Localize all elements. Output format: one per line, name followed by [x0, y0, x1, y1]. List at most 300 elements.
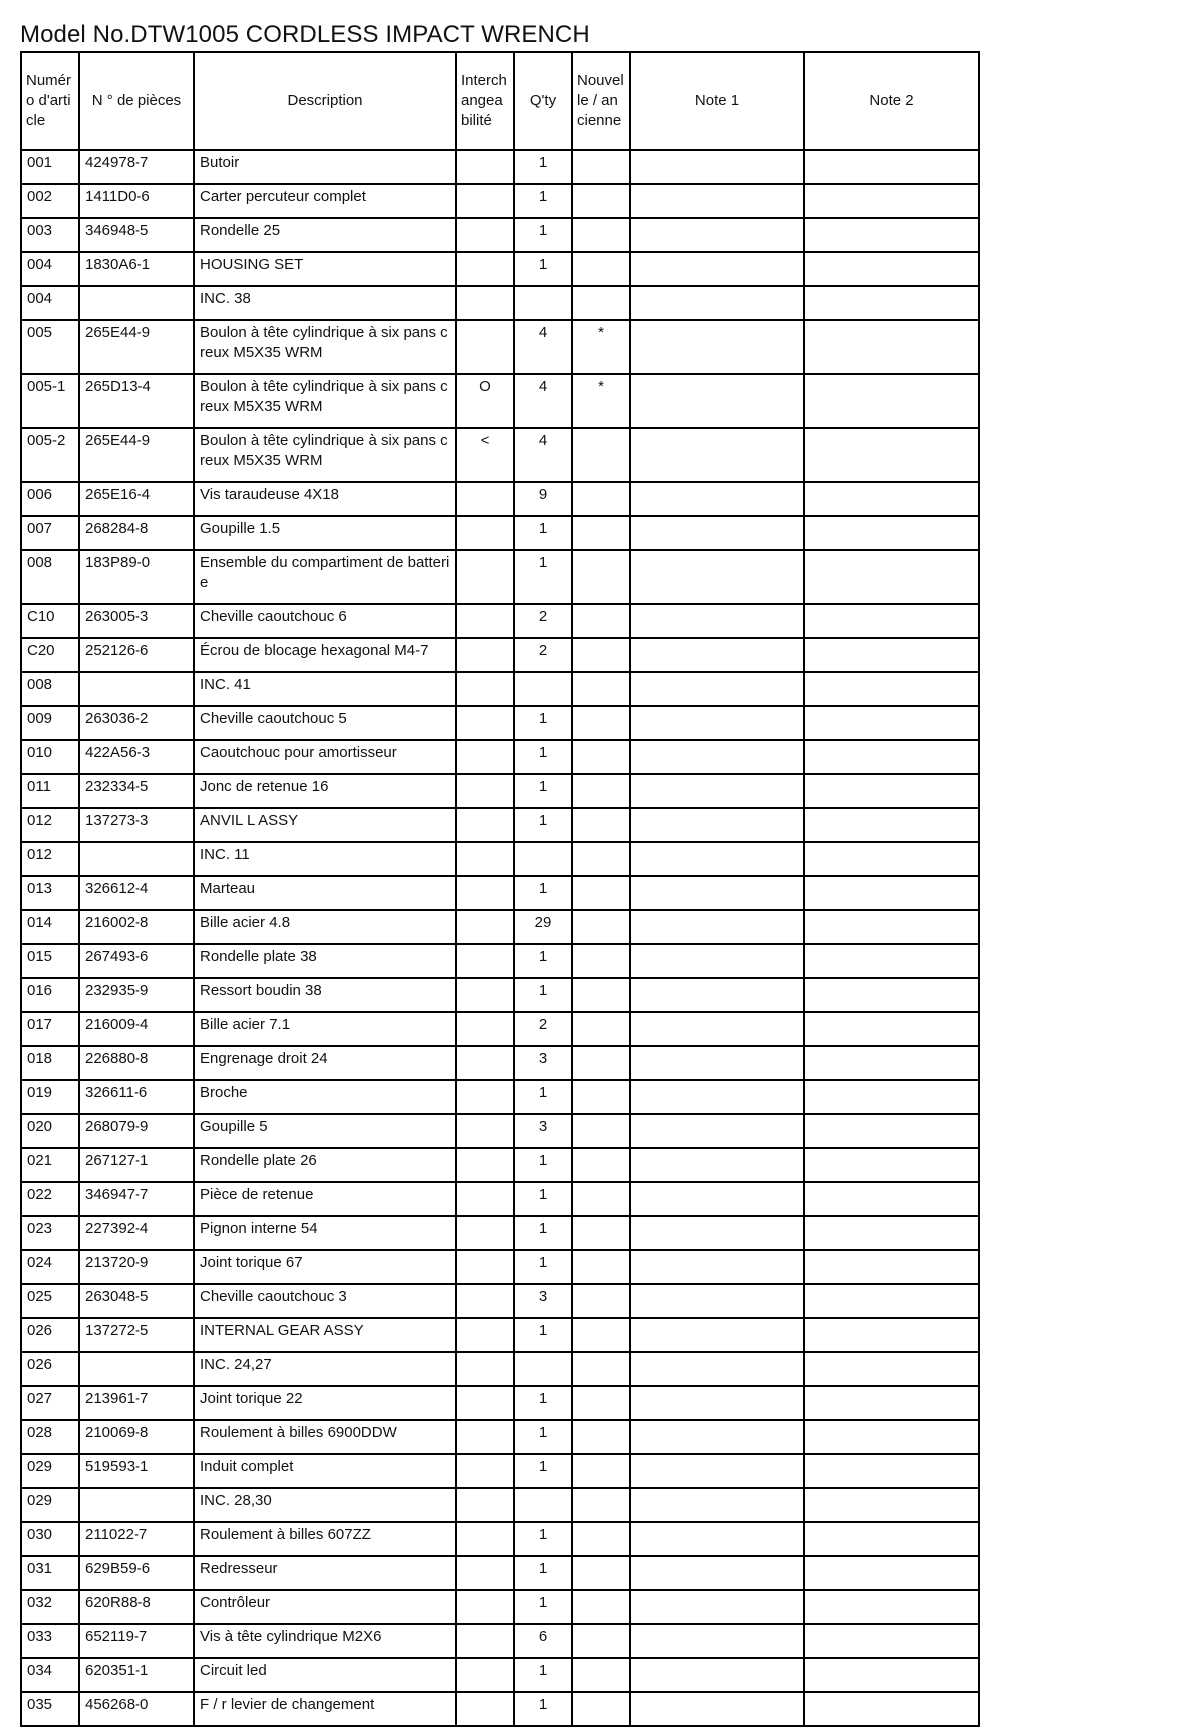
- cell-item-number: 029: [21, 1488, 79, 1522]
- table-row: [21, 1114, 979, 1148]
- cell-note-2: [804, 876, 979, 910]
- cell-quantity: 9: [514, 482, 572, 516]
- cell-description: Écrou de blocage hexagonal M4-7: [194, 638, 456, 672]
- cell-interchangeability: [456, 604, 514, 638]
- cell-quantity: 1: [514, 516, 572, 550]
- cell-note-1: [630, 944, 804, 978]
- cell-note-1: [630, 1386, 804, 1420]
- cell-note-1: [630, 1080, 804, 1114]
- header-item-number: Numéro d'article: [21, 52, 79, 150]
- cell-part-number: 346947-7: [79, 1182, 194, 1216]
- cell-interchangeability: [456, 1658, 514, 1692]
- cell-note-1: [630, 1318, 804, 1352]
- cell-part-number: 213720-9: [79, 1250, 194, 1284]
- table-row: [21, 1692, 979, 1726]
- table-row: [21, 638, 979, 672]
- cell-note-1: [630, 774, 804, 808]
- cell-note-2: [804, 1114, 979, 1148]
- cell-quantity: 1: [514, 218, 572, 252]
- cell-item-number: 027: [21, 1386, 79, 1420]
- cell-note-2: [804, 774, 979, 808]
- cell-new-old: [572, 428, 630, 482]
- cell-description: Joint torique 22: [194, 1386, 456, 1420]
- parts-table-body: [21, 150, 979, 1726]
- cell-part-number: 267493-6: [79, 944, 194, 978]
- cell-interchangeability: [456, 1046, 514, 1080]
- cell-new-old: [572, 1046, 630, 1080]
- cell-quantity: 1: [514, 252, 572, 286]
- cell-description: Rondelle plate 26: [194, 1148, 456, 1182]
- cell-part-number: [79, 1488, 194, 1522]
- cell-new-old: [572, 1012, 630, 1046]
- cell-note-2: [804, 286, 979, 320]
- cell-quantity: 4: [514, 374, 572, 428]
- cell-quantity: 3: [514, 1114, 572, 1148]
- table-row: [21, 1352, 979, 1386]
- cell-part-number: 227392-4: [79, 1216, 194, 1250]
- cell-new-old: [572, 1114, 630, 1148]
- cell-new-old: [572, 1420, 630, 1454]
- cell-interchangeability: [456, 910, 514, 944]
- cell-description: Engrenage droit 24: [194, 1046, 456, 1080]
- cell-item-number: 006: [21, 482, 79, 516]
- table-row: [21, 428, 979, 482]
- cell-item-number: 029: [21, 1454, 79, 1488]
- cell-part-number: 211022-7: [79, 1522, 194, 1556]
- cell-description: Boulon à tête cylindrique à six pans creux M5X35 WRM: [194, 374, 456, 428]
- cell-note-1: [630, 1658, 804, 1692]
- cell-quantity: 1: [514, 944, 572, 978]
- cell-quantity: 3: [514, 1284, 572, 1318]
- cell-description: INC. 41: [194, 672, 456, 706]
- cell-quantity: 1: [514, 150, 572, 184]
- cell-item-number: 032: [21, 1590, 79, 1624]
- cell-new-old: [572, 252, 630, 286]
- cell-new-old: *: [572, 374, 630, 428]
- cell-new-old: [572, 1658, 630, 1692]
- cell-quantity: 2: [514, 1012, 572, 1046]
- cell-note-2: [804, 1556, 979, 1590]
- cell-interchangeability: [456, 740, 514, 774]
- cell-quantity: [514, 672, 572, 706]
- cell-description: Cheville caoutchouc 5: [194, 706, 456, 740]
- table-row: [21, 672, 979, 706]
- cell-note-2: [804, 910, 979, 944]
- cell-interchangeability: <: [456, 428, 514, 482]
- cell-quantity: 1: [514, 550, 572, 604]
- cell-description: Caoutchouc pour amortisseur: [194, 740, 456, 774]
- cell-part-number: 424978-7: [79, 150, 194, 184]
- table-row: [21, 1318, 979, 1352]
- cell-quantity: 1: [514, 1250, 572, 1284]
- cell-item-number: 019: [21, 1080, 79, 1114]
- cell-item-number: 008: [21, 550, 79, 604]
- cell-part-number: 265D13-4: [79, 374, 194, 428]
- cell-description: Cheville caoutchouc 3: [194, 1284, 456, 1318]
- cell-new-old: [572, 1250, 630, 1284]
- cell-note-1: [630, 320, 804, 374]
- cell-part-number: 226880-8: [79, 1046, 194, 1080]
- cell-interchangeability: [456, 482, 514, 516]
- cell-item-number: 015: [21, 944, 79, 978]
- header-quantity: Q'ty: [514, 52, 572, 150]
- cell-note-2: [804, 1318, 979, 1352]
- parts-table: [20, 51, 980, 1727]
- table-row: [21, 978, 979, 1012]
- cell-quantity: 4: [514, 320, 572, 374]
- cell-new-old: [572, 1522, 630, 1556]
- cell-quantity: 1: [514, 1182, 572, 1216]
- cell-note-2: [804, 1352, 979, 1386]
- cell-part-number: 1830A6-1: [79, 252, 194, 286]
- cell-new-old: [572, 910, 630, 944]
- cell-description: Marteau: [194, 876, 456, 910]
- cell-quantity: 1: [514, 1556, 572, 1590]
- table-row: [21, 1148, 979, 1182]
- cell-new-old: [572, 482, 630, 516]
- cell-part-number: 326611-6: [79, 1080, 194, 1114]
- cell-interchangeability: [456, 1318, 514, 1352]
- cell-item-number: 005: [21, 320, 79, 374]
- cell-note-2: [804, 1216, 979, 1250]
- cell-description: F / r levier de changement: [194, 1692, 456, 1726]
- cell-part-number: 456268-0: [79, 1692, 194, 1726]
- cell-note-2: [804, 1182, 979, 1216]
- cell-new-old: [572, 672, 630, 706]
- table-row: [21, 1590, 979, 1624]
- cell-part-number: [79, 842, 194, 876]
- cell-item-number: 028: [21, 1420, 79, 1454]
- cell-quantity: 1: [514, 184, 572, 218]
- cell-description: Jonc de retenue 16: [194, 774, 456, 808]
- cell-note-2: [804, 1624, 979, 1658]
- cell-quantity: 1: [514, 978, 572, 1012]
- cell-interchangeability: [456, 1488, 514, 1522]
- cell-new-old: [572, 842, 630, 876]
- cell-item-number: 017: [21, 1012, 79, 1046]
- cell-item-number: 020: [21, 1114, 79, 1148]
- cell-note-2: [804, 1522, 979, 1556]
- table-row: [21, 944, 979, 978]
- cell-quantity: 1: [514, 1522, 572, 1556]
- cell-note-2: [804, 428, 979, 482]
- cell-interchangeability: [456, 1216, 514, 1250]
- cell-note-1: [630, 150, 804, 184]
- cell-item-number: 004: [21, 286, 79, 320]
- table-row: [21, 1488, 979, 1522]
- cell-note-2: [804, 1284, 979, 1318]
- cell-part-number: [79, 286, 194, 320]
- cell-new-old: [572, 638, 630, 672]
- cell-new-old: [572, 150, 630, 184]
- cell-new-old: [572, 1318, 630, 1352]
- cell-interchangeability: [456, 1182, 514, 1216]
- cell-quantity: 3: [514, 1046, 572, 1080]
- cell-note-2: [804, 482, 979, 516]
- cell-new-old: [572, 286, 630, 320]
- cell-quantity: 1: [514, 1318, 572, 1352]
- cell-description: Roulement à billes 6900DDW: [194, 1420, 456, 1454]
- cell-note-2: [804, 638, 979, 672]
- cell-note-1: [630, 706, 804, 740]
- cell-item-number: 002: [21, 184, 79, 218]
- cell-part-number: 519593-1: [79, 1454, 194, 1488]
- cell-description: Rondelle 25: [194, 218, 456, 252]
- cell-item-number: 021: [21, 1148, 79, 1182]
- table-row: [21, 1250, 979, 1284]
- cell-interchangeability: [456, 706, 514, 740]
- cell-new-old: [572, 774, 630, 808]
- cell-note-1: [630, 1216, 804, 1250]
- cell-note-2: [804, 842, 979, 876]
- cell-item-number: 030: [21, 1522, 79, 1556]
- cell-item-number: 012: [21, 842, 79, 876]
- cell-item-number: 005-1: [21, 374, 79, 428]
- cell-note-1: [630, 1624, 804, 1658]
- table-row: [21, 516, 979, 550]
- cell-note-1: [630, 184, 804, 218]
- cell-new-old: [572, 808, 630, 842]
- cell-note-1: [630, 1182, 804, 1216]
- cell-description: Boulon à tête cylindrique à six pans creux M5X35 WRM: [194, 320, 456, 374]
- cell-part-number: 265E44-9: [79, 320, 194, 374]
- cell-note-2: [804, 604, 979, 638]
- cell-item-number: 008: [21, 672, 79, 706]
- table-row: [21, 1046, 979, 1080]
- cell-item-number: 031: [21, 1556, 79, 1590]
- cell-description: Circuit led: [194, 1658, 456, 1692]
- table-row: [21, 604, 979, 638]
- cell-interchangeability: [456, 320, 514, 374]
- cell-interchangeability: [456, 252, 514, 286]
- cell-interchangeability: [456, 808, 514, 842]
- cell-note-1: [630, 842, 804, 876]
- cell-note-1: [630, 808, 804, 842]
- cell-description: Broche: [194, 1080, 456, 1114]
- cell-item-number: 009: [21, 706, 79, 740]
- table-row: [21, 842, 979, 876]
- cell-interchangeability: [456, 550, 514, 604]
- cell-interchangeability: [456, 638, 514, 672]
- cell-new-old: [572, 978, 630, 1012]
- cell-item-number: 033: [21, 1624, 79, 1658]
- cell-new-old: [572, 516, 630, 550]
- cell-interchangeability: [456, 218, 514, 252]
- cell-interchangeability: [456, 876, 514, 910]
- cell-quantity: 1: [514, 1420, 572, 1454]
- cell-note-2: [804, 672, 979, 706]
- cell-note-1: [630, 1148, 804, 1182]
- page-title: Model No.DTW1005 CORDLESS IMPACT WRENCH: [20, 21, 590, 48]
- cell-new-old: [572, 184, 630, 218]
- cell-part-number: [79, 1352, 194, 1386]
- cell-new-old: [572, 604, 630, 638]
- cell-interchangeability: [456, 1692, 514, 1726]
- cell-note-2: [804, 944, 979, 978]
- table-row: [21, 1012, 979, 1046]
- cell-interchangeability: [456, 1454, 514, 1488]
- cell-note-1: [630, 252, 804, 286]
- cell-description: Boulon à tête cylindrique à six pans creux M5X35 WRM: [194, 428, 456, 482]
- cell-new-old: [572, 1148, 630, 1182]
- cell-quantity: 1: [514, 876, 572, 910]
- cell-quantity: 2: [514, 638, 572, 672]
- cell-note-1: [630, 978, 804, 1012]
- cell-note-1: [630, 428, 804, 482]
- cell-quantity: [514, 1352, 572, 1386]
- cell-item-number: 026: [21, 1352, 79, 1386]
- header-note-2: Note 2: [804, 52, 979, 150]
- cell-item-number: C20: [21, 638, 79, 672]
- table-row: [21, 1454, 979, 1488]
- cell-interchangeability: [456, 1080, 514, 1114]
- cell-note-1: [630, 1488, 804, 1522]
- cell-part-number: 263036-2: [79, 706, 194, 740]
- cell-interchangeability: O: [456, 374, 514, 428]
- cell-note-2: [804, 374, 979, 428]
- cell-quantity: 1: [514, 1080, 572, 1114]
- cell-interchangeability: [456, 1556, 514, 1590]
- cell-interchangeability: [456, 1420, 514, 1454]
- cell-item-number: 016: [21, 978, 79, 1012]
- table-row: [21, 218, 979, 252]
- cell-part-number: 137272-5: [79, 1318, 194, 1352]
- cell-part-number: 263048-5: [79, 1284, 194, 1318]
- table-row: [21, 184, 979, 218]
- table-row: [21, 1284, 979, 1318]
- table-row: [21, 1624, 979, 1658]
- cell-description: Roulement à billes 607ZZ: [194, 1522, 456, 1556]
- cell-note-2: [804, 1590, 979, 1624]
- table-row: [21, 1420, 979, 1454]
- cell-item-number: 023: [21, 1216, 79, 1250]
- cell-interchangeability: [456, 516, 514, 550]
- cell-note-1: [630, 1590, 804, 1624]
- cell-interchangeability: [456, 184, 514, 218]
- cell-description: Goupille 1.5: [194, 516, 456, 550]
- cell-description: ANVIL L ASSY: [194, 808, 456, 842]
- cell-new-old: [572, 218, 630, 252]
- cell-note-1: [630, 1454, 804, 1488]
- table-row: [21, 1522, 979, 1556]
- cell-note-2: [804, 1454, 979, 1488]
- cell-description: Goupille 5: [194, 1114, 456, 1148]
- cell-new-old: [572, 1182, 630, 1216]
- cell-interchangeability: [456, 1624, 514, 1658]
- cell-part-number: 268284-8: [79, 516, 194, 550]
- cell-description: Vis taraudeuse 4X18: [194, 482, 456, 516]
- cell-description: INTERNAL GEAR ASSY: [194, 1318, 456, 1352]
- cell-quantity: 1: [514, 1386, 572, 1420]
- cell-note-2: [804, 1658, 979, 1692]
- cell-quantity: 1: [514, 706, 572, 740]
- table-header-row: [21, 52, 979, 150]
- cell-new-old: [572, 1454, 630, 1488]
- cell-description: HOUSING SET: [194, 252, 456, 286]
- cell-part-number: 137273-3: [79, 808, 194, 842]
- cell-note-1: [630, 374, 804, 428]
- cell-interchangeability: [456, 1250, 514, 1284]
- header-part-number: N ° de pièces: [79, 52, 194, 150]
- cell-part-number: 252126-6: [79, 638, 194, 672]
- cell-part-number: 1411D0-6: [79, 184, 194, 218]
- cell-part-number: 422A56-3: [79, 740, 194, 774]
- cell-item-number: C10: [21, 604, 79, 638]
- cell-note-1: [630, 516, 804, 550]
- cell-interchangeability: [456, 1352, 514, 1386]
- cell-note-1: [630, 286, 804, 320]
- cell-note-1: [630, 1284, 804, 1318]
- table-row: [21, 374, 979, 428]
- cell-note-1: [630, 1692, 804, 1726]
- cell-description: Ensemble du compartiment de batterie: [194, 550, 456, 604]
- cell-note-2: [804, 252, 979, 286]
- header-description: Description: [194, 52, 456, 150]
- cell-item-number: 022: [21, 1182, 79, 1216]
- cell-note-2: [804, 808, 979, 842]
- cell-new-old: [572, 550, 630, 604]
- cell-part-number: 232935-9: [79, 978, 194, 1012]
- table-row: [21, 150, 979, 184]
- cell-note-1: [630, 1046, 804, 1080]
- cell-quantity: [514, 1488, 572, 1522]
- cell-item-number: 005-2: [21, 428, 79, 482]
- cell-part-number: 268079-9: [79, 1114, 194, 1148]
- cell-part-number: [79, 672, 194, 706]
- table-row: [21, 740, 979, 774]
- cell-interchangeability: [456, 1114, 514, 1148]
- cell-part-number: 210069-8: [79, 1420, 194, 1454]
- cell-note-2: [804, 320, 979, 374]
- cell-interchangeability: [456, 1386, 514, 1420]
- cell-note-1: [630, 1420, 804, 1454]
- cell-item-number: 018: [21, 1046, 79, 1080]
- cell-item-number: 034: [21, 1658, 79, 1692]
- cell-description: Pièce de retenue: [194, 1182, 456, 1216]
- cell-description: Ressort boudin 38: [194, 978, 456, 1012]
- cell-quantity: 1: [514, 808, 572, 842]
- cell-item-number: 011: [21, 774, 79, 808]
- cell-description: Butoir: [194, 150, 456, 184]
- table-row: [21, 876, 979, 910]
- cell-part-number: 216002-8: [79, 910, 194, 944]
- cell-new-old: [572, 1556, 630, 1590]
- cell-description: INC. 24,27: [194, 1352, 456, 1386]
- table-row: [21, 320, 979, 374]
- cell-new-old: *: [572, 320, 630, 374]
- cell-interchangeability: [456, 150, 514, 184]
- cell-note-2: [804, 1250, 979, 1284]
- cell-note-1: [630, 550, 804, 604]
- table-row: [21, 550, 979, 604]
- cell-part-number: 326612-4: [79, 876, 194, 910]
- cell-interchangeability: [456, 1590, 514, 1624]
- cell-interchangeability: [456, 978, 514, 1012]
- cell-note-2: [804, 1420, 979, 1454]
- cell-item-number: 035: [21, 1692, 79, 1726]
- cell-note-1: [630, 1522, 804, 1556]
- cell-quantity: 1: [514, 1454, 572, 1488]
- cell-note-2: [804, 1148, 979, 1182]
- cell-quantity: [514, 842, 572, 876]
- cell-description: Joint torique 67: [194, 1250, 456, 1284]
- cell-interchangeability: [456, 842, 514, 876]
- cell-note-1: [630, 1556, 804, 1590]
- cell-description: Cheville caoutchouc 6: [194, 604, 456, 638]
- cell-item-number: 001: [21, 150, 79, 184]
- cell-part-number: 346948-5: [79, 218, 194, 252]
- cell-description: Pignon interne 54: [194, 1216, 456, 1250]
